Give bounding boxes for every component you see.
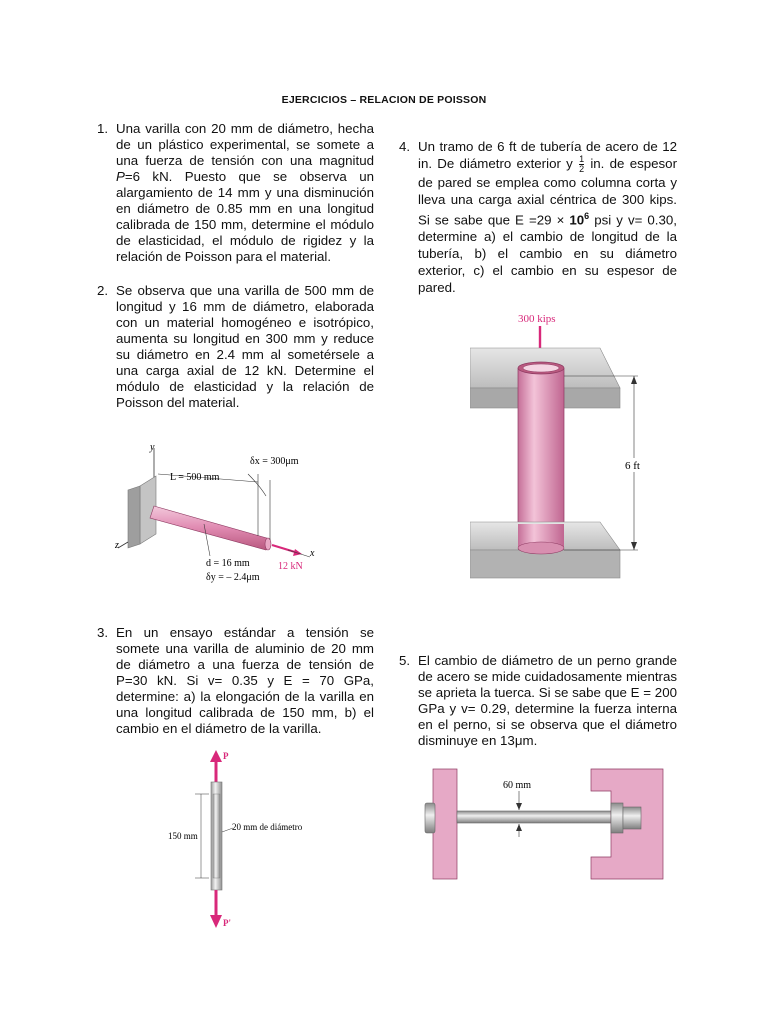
wall-side (128, 486, 140, 548)
problem-text: Un tramo de 6 ft de tubería de acero de 12 in. De diámetro exterior y $\frac{1}{2}$ in. de espesor de pared se emplea como columna corta y lleva una carga axial céntrica de 300 kips. Si se sabe que $E =29 \times 10^6$ psi y v= 0.30, determine a) el cambio de longitud de la tubería, b) el cambio en su diámetro exterior, c) el cambio en su espesor de pared. (418, 139, 677, 296)
pipe-top-inner (523, 364, 559, 372)
dimension-label: 60 mm (503, 780, 532, 791)
problem-number: 1. (97, 121, 109, 136)
pipe-bottom (518, 542, 564, 554)
load-arrowhead (293, 549, 302, 556)
figure-aluminum-rod (155, 748, 365, 933)
force-label-bottom: P' (223, 918, 231, 928)
bolt-thread-end (623, 807, 641, 829)
document-title: EJERCICIOS – RELACION DE POISSON (281, 94, 487, 106)
figure-steel-pipe-column (470, 310, 650, 582)
delta-x-label: δx = 300μm (250, 456, 299, 467)
pipe-column (518, 368, 564, 548)
nut (611, 803, 623, 833)
gauge-section (213, 794, 220, 878)
problem-text: El cambio de diámetro de un perno grande de acero se mide cuidadosamente mientras se aprieta la tuerca. Si se sabe que E = 200 GPa y v= 0.29, determine la fuerza interna en el perno, si se observa que el diámetro disminuye en 13μm. (418, 653, 677, 748)
problem-3 (97, 625, 374, 737)
leader-line (248, 474, 266, 496)
dim-arrowhead (631, 376, 637, 384)
problem-text: Una varilla con 20 mm de diámetro, hecha de un plástico experimental, se somete a una fuerza de tensión con una magnitud P=6 kN. Puesto que se observa un alargamiento de 14 mm y una disminución en diámetro de 0.85 mm en una longitud calibrada de 150 mm, determine el módulo de elasticidad, el módulo de rigidez y la relación de Poisson para el material. (116, 121, 374, 264)
length-label: L = 500 mm (170, 472, 220, 483)
load-label: 300 kips (518, 313, 556, 325)
problem-1 (97, 121, 374, 265)
left-flange (433, 769, 457, 879)
problem-5 (399, 653, 677, 749)
z-axis-label: z (115, 540, 119, 551)
dim-arrowhead (516, 824, 522, 831)
bolt-shank (457, 811, 623, 823)
delta-y-label: δy = – 2.4μm (206, 572, 260, 583)
force-arrowhead-bottom (210, 915, 222, 928)
figure-rod-axial (110, 438, 330, 586)
force-arrowhead-top (210, 750, 222, 762)
x-axis-line (288, 550, 310, 557)
fraction: $\frac{1}{2}$ (579, 154, 585, 174)
load-label: 12 kN (278, 561, 303, 572)
height-label: 6 ft (625, 460, 640, 472)
z-axis-line (118, 542, 128, 548)
dim-arrowhead (631, 542, 637, 550)
problem-number: 5. (399, 653, 411, 668)
x-axis-label: x (310, 548, 315, 559)
problem-number: 2. (97, 283, 109, 298)
figure-bolt-clamp (413, 765, 673, 883)
y-axis-label: y (150, 442, 155, 453)
dim-arrowhead (516, 803, 522, 810)
problem-number: 3. (97, 625, 109, 640)
problem-2 (97, 283, 374, 411)
diameter-label: 20 mm de diámetro (232, 822, 303, 832)
bolt-head (425, 803, 435, 833)
diameter-label: d = 16 mm (206, 558, 250, 569)
problem-number: 4. (399, 139, 411, 154)
problem-text: Se observa que una varilla de 500 mm de longitud y 16 mm de diámetro, elaborada con un material homogéneo e isotrópico, aumenta su longitud en 300 mm y reduce su diámetro en 2.4 mm al sometérsele a una carga axial de 12 kN. Determine el módulo de elasticidad y la relación de Poisson del material. (116, 283, 374, 410)
length-label: 150 mm (168, 831, 198, 841)
rod (150, 506, 270, 550)
force-label-top: P (223, 751, 229, 761)
problem-text: En un ensayo estándar a tensión se somete una varilla de aluminio de 20 mm de diámetro a una fuerza de tensión de P=30 kN. Si v= 0.35 y E = 70 GPa, determine: a) la elongación de la varilla en una longitud calibrada de 150 mm, b) el cambio en el diámetro de la varilla. (116, 625, 374, 736)
problem-4 (399, 138, 677, 296)
